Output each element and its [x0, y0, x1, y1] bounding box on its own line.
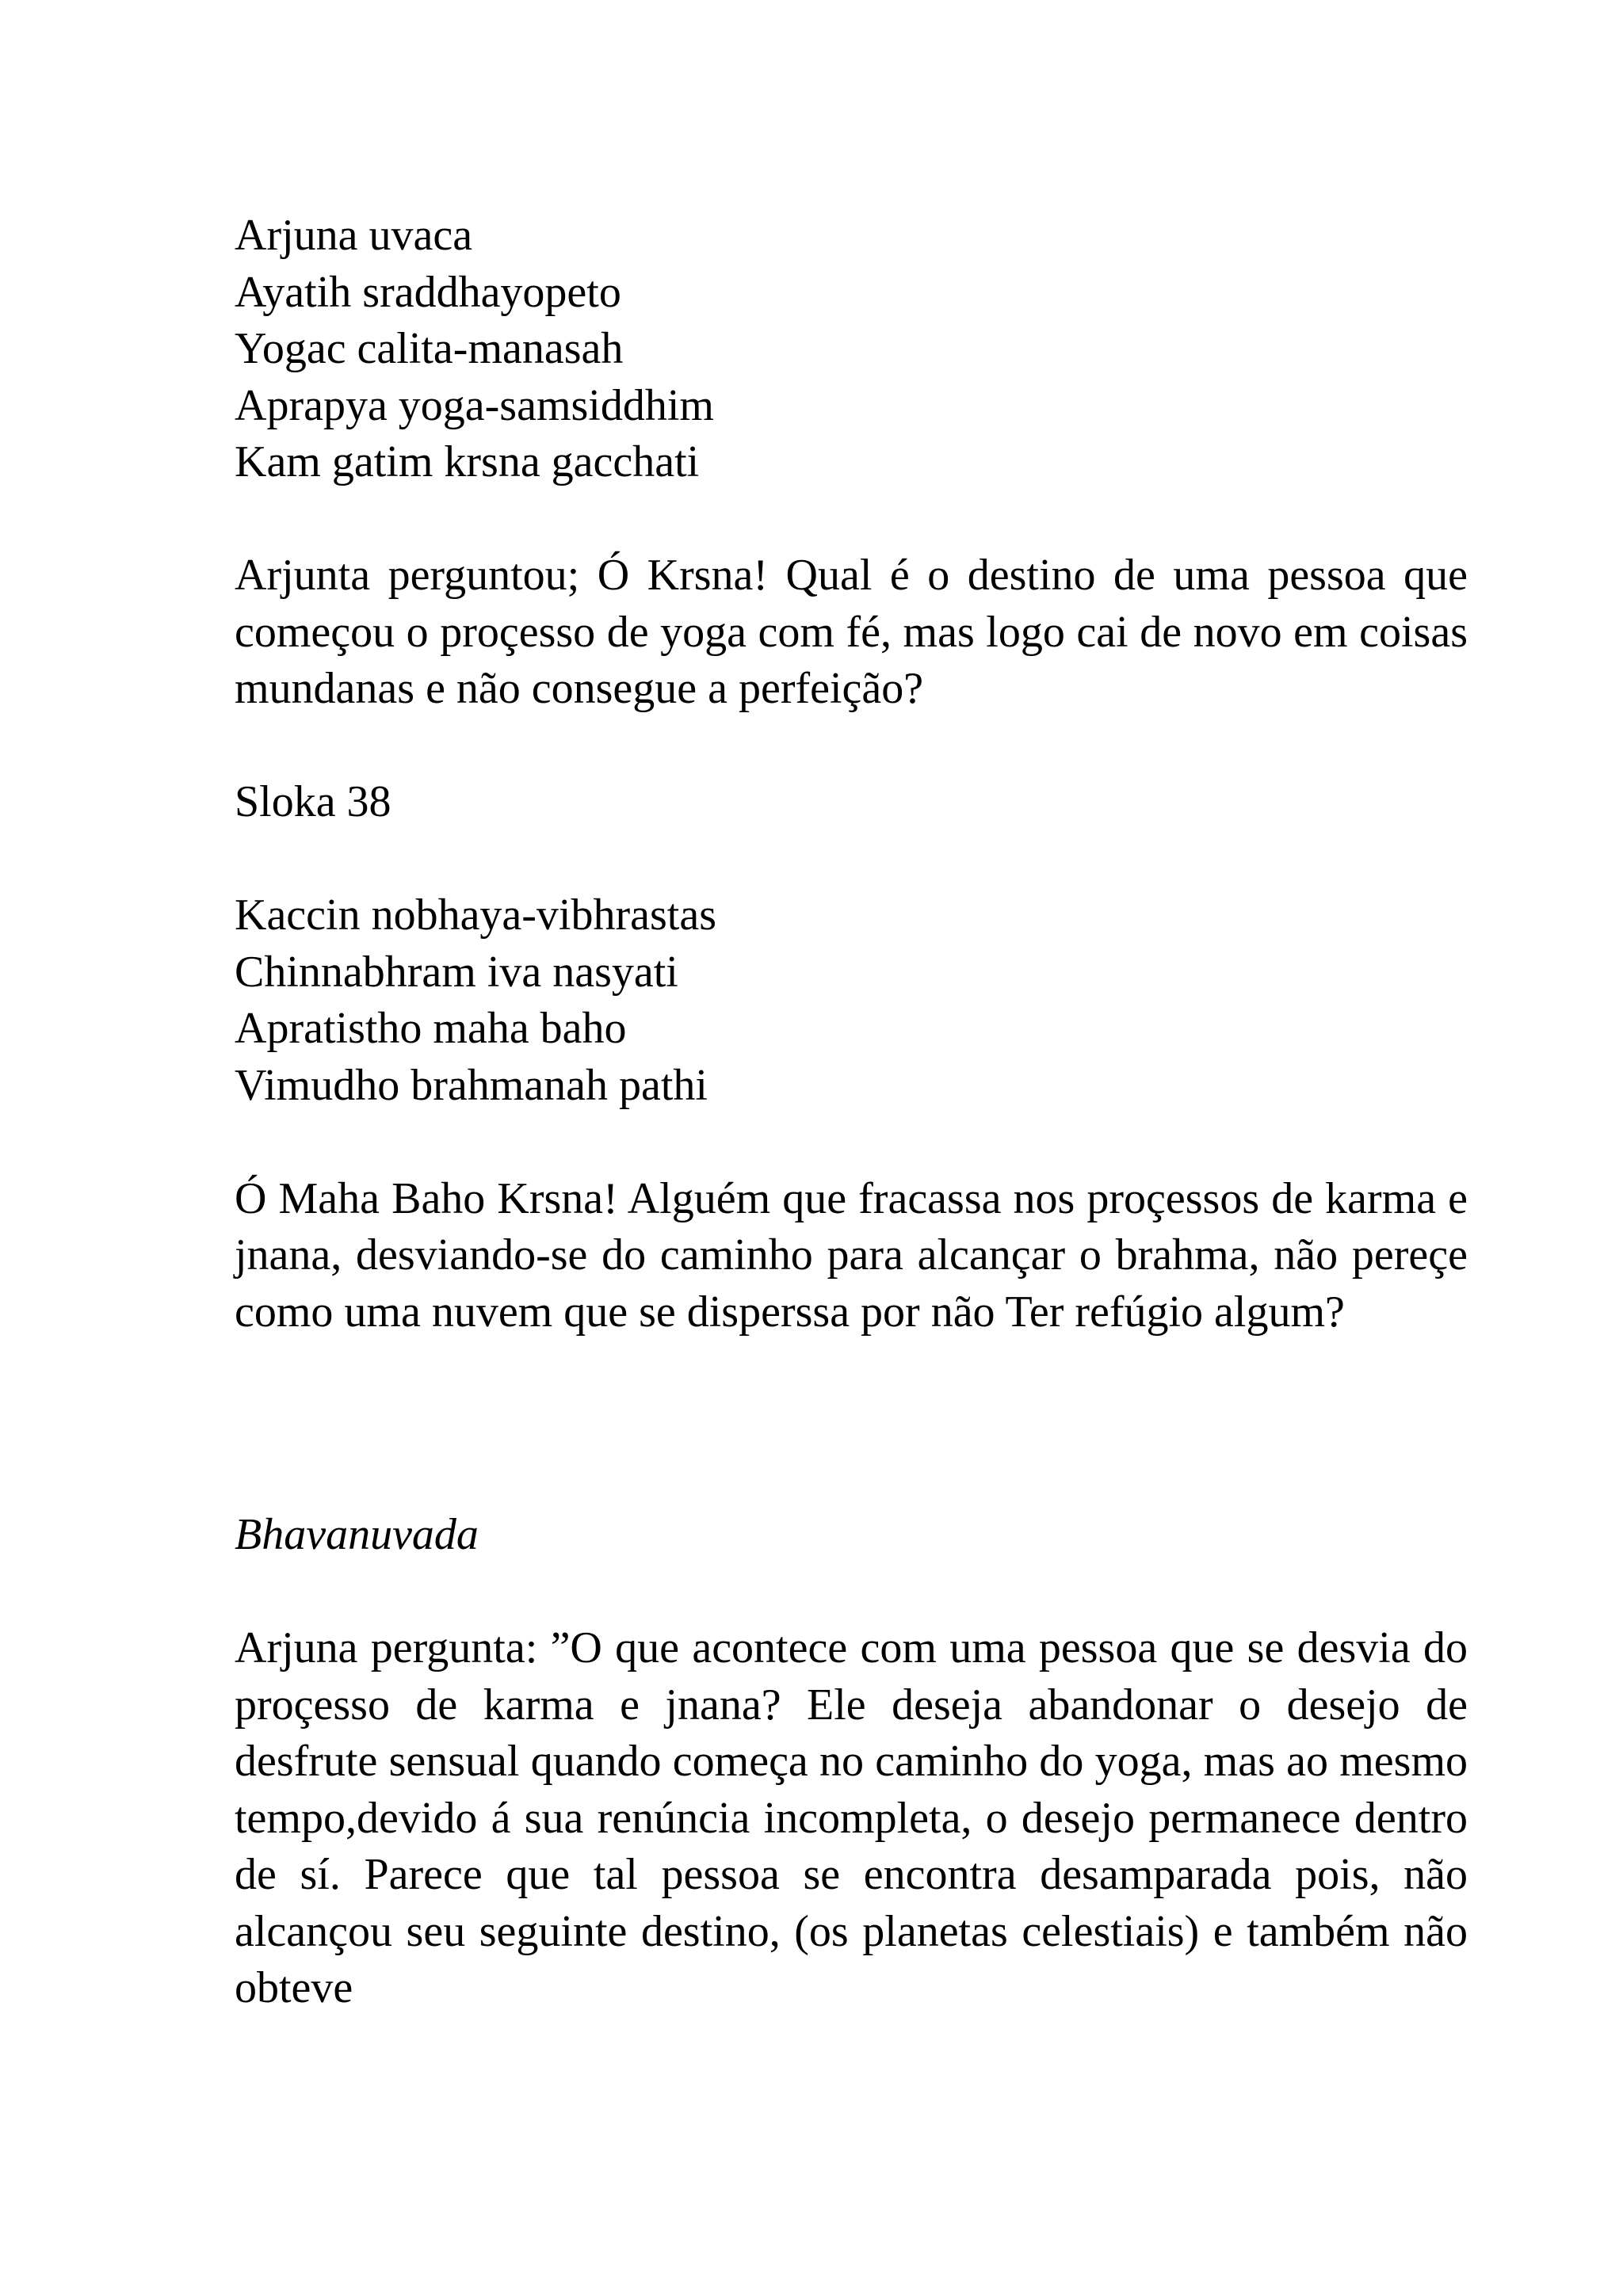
verse-line: Kaccin nobhaya-vibhrastas	[235, 891, 716, 940]
verse-38-translation: Ó Maha Baho Krsna! Alguém que fracassa nos proçessos de karma e jnana, desviando-se do caminho para alcançar o brahma, não pereçe como uma nuvem que se disperssa por não Ter refúgio algum?	[235, 1173, 1468, 1337]
verse-line: Vimudho brahmanah pathi	[235, 1060, 708, 1110]
commentary-text: Arjuna pergunta: ”O que acontece com uma pessoa que se desvia do proçesso de karma e jnana? Ele deseja abandonar o desejo de desfrute sensual quando começa no caminho do yoga, mas ao mesmo tempo,devido á sua renúncia incompleta, o desejo permanece dentro de sí. Parece que tal pessoa se encontra desamparada pois, não alcançou seu seguinte destino, (os planetas celestiais) e também não obteve	[235, 1623, 1468, 2012]
verse-line: Chinnabhram iva nasyati	[235, 947, 678, 997]
commentary-heading: Bhavanuvada	[235, 1510, 479, 1559]
verse-line: Ayatih sraddhayopeto	[235, 267, 621, 317]
verse-line: Arjuna uvaca	[235, 211, 473, 260]
sloka-heading: Sloka 38	[235, 777, 391, 826]
verse-37-translation: Arjunta perguntou; Ó Krsna! Qual é o destino de uma pessoa que começou o proçesso de yoga com fé, mas logo cai de novo em coisas mundanas e não consegue a perfeição?	[235, 551, 1468, 713]
verse-38-block	[235, 887, 1468, 1114]
verse-line: Aprapya yoga-samsiddhim	[235, 380, 714, 430]
verse-line: Kam gatim krsna gacchati	[235, 437, 700, 486]
verse-line: Yogac calita-manasah	[235, 324, 624, 373]
verse-37-block	[235, 208, 1468, 491]
verse-line: Apratistho maha baho	[235, 1004, 627, 1053]
document-page	[235, 208, 1468, 2017]
